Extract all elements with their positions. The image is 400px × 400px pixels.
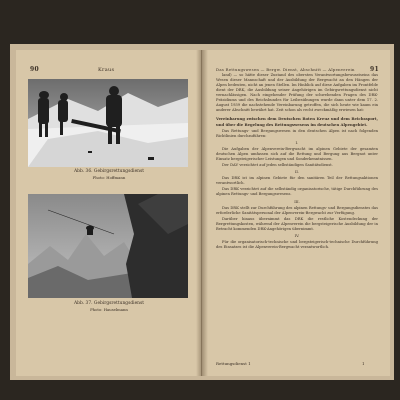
snow-rescue-image <box>28 79 188 167</box>
section-number: II. <box>294 170 300 175</box>
intro-paragraph: land) — so hätte dieser Zustand des obersten Verantwortungsbewusstseins das Wesen dieser Mannschaft und der Ausbildung der Bergwacht an den Hängen der Alpen bedeuten, nicht an jenen Stellen. Im Hinblick auf diese Aufgaben im Frontfelde dient der DRK, die Ausbildung seiner Angehörigen im Gebirgsrettungsdienst nicht vernachlässigen. Nach eingehender Prüfung der schwebenden Fragen des DRK-Präsidiums und des Reichsbundes für Leibesübungen wurde dann unter dem 17. 2. August 1939 die nachstehende Vereinbarung getroffen, die sich heute wie kaum ein anderer Abschnitt bewährt hat. Zeit schon als recht zweckmäßig erwiesen hat: <box>216 73 378 113</box>
right-running-head: Das Rettungswesen — Bergw. Dienst, Abschnitt — Alpenverein <box>216 67 355 72</box>
left-page <box>16 50 202 376</box>
section-paragraph: Der DAV verzichtet auf jeden selbständigen Sanitätsdienst. <box>222 163 333 168</box>
figure-caption-2-text: Abb. 37. Gebirgsrettungsdienst <box>73 301 145 306</box>
agreement-heading: Vereinbarung zwischen dem Deutschen Roten Kreuz und dem Reichssport, und über die Regelung des Rettungswesens im deutschen Alpengebiet. <box>216 116 378 127</box>
section-paragraph: Darüber hinaus übernimmt das DRK die restliche Kostendeckung der Bergrettungskosten, während der Alpenverein die bergsteigerische Ausbildung der in Betracht kommenden DRK-Angehörigen übernimmt. <box>216 216 378 231</box>
figure-credit-2: Photo: Hauselmann <box>90 306 128 312</box>
section-paragraph: Das DRK verzichtet auf die selbständig organisatorische, tätige Durchführung des alpinen Rettungs- und Bergungswesens. <box>216 187 378 197</box>
rescue-photo-top <box>28 79 188 167</box>
rescue-photo-bottom <box>28 194 188 298</box>
footer-mark: 1 <box>362 361 365 366</box>
figure-caption-1 <box>16 169 202 180</box>
right-page <box>202 50 390 376</box>
book-gutter <box>196 50 208 376</box>
figure-credit-1: Photo: Hoffmann <box>92 174 126 180</box>
right-page-text <box>216 73 378 251</box>
left-running-head: Kraus <box>98 67 115 73</box>
section-number: IV. <box>294 233 300 238</box>
figure-caption-2 <box>16 301 202 312</box>
left-page-number: 90 <box>30 66 39 73</box>
mountain-rescue-image <box>28 194 188 298</box>
footer-signature: Rettungsdienst 1 <box>216 361 251 366</box>
section-number: III. <box>294 199 300 204</box>
section-paragraph: Die Aufgaben der Alpenverein-Bergwacht im alpinen Gebiete der gesamten deutschen Alpen umfassen sich auf die Rettung und Bergung aus Bergnot unter Einsatz bergsteigerischer Leistungen und Sonderkenntnissen. <box>216 147 378 162</box>
section-number: I. <box>295 141 299 146</box>
figure-caption-1-text: Abb. 36. Gebirgsrettungsdienst <box>73 169 145 174</box>
lead-paragraph: Das Rettungs- und Bergungswesen in den deutschen Alpen ist nach folgenden Richtlinien durchzuführen: <box>216 128 378 139</box>
section-paragraph: Das DRK stellt zur Durchführung des alpinen Rettungs- und Bergungsdienstes das erforderliche Sanitätspersonal der Alpenverein-Bergwacht zur Verfügung. <box>216 205 378 215</box>
section-paragraph: Für die organisatorisch-technische und bergsteigerisch-technische Durchführung des Einsatzes ist die Alpenverein-Bergwacht verantwortlich. <box>216 239 378 249</box>
section-paragraph: Das DRK ist im alpinen Gebiete für den sanitären Teil der Rettungsaktionen verantwortlich. <box>216 176 378 186</box>
right-page-number: 91 <box>370 66 379 73</box>
